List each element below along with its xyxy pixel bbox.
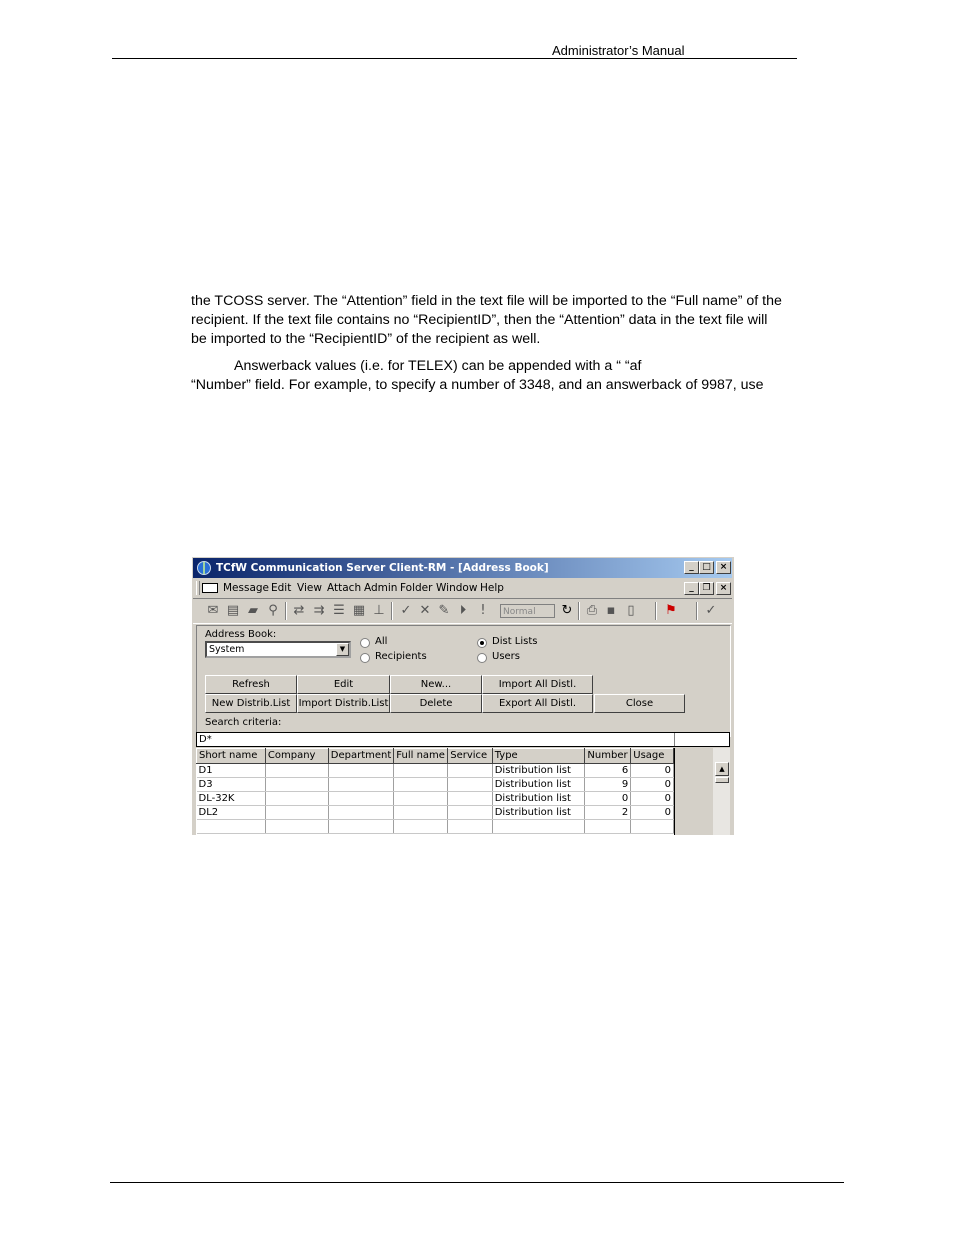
cell-empty <box>448 820 492 834</box>
cell-type: Distribution list <box>492 806 585 820</box>
list-icon[interactable]: ☰ <box>333 603 345 618</box>
close-button[interactable]: Close <box>594 694 685 713</box>
window-titlebar[interactable] <box>193 558 732 578</box>
cell-company <box>265 806 328 820</box>
menu-view[interactable]: View <box>297 582 322 594</box>
cell-short-name: DL-32K <box>197 792 266 806</box>
address-book-label: Address Book: <box>205 629 277 640</box>
toolbar-separator <box>696 602 698 620</box>
cell-service <box>448 806 492 820</box>
child-restore-icon[interactable]: ❐ <box>699 582 714 595</box>
window-title: TCfW Communication Server Client-RM - [Address Book] <box>216 562 549 574</box>
cell-company <box>265 792 328 806</box>
forward-icon[interactable]: ⇉ <box>313 603 325 618</box>
toolbar <box>193 598 732 624</box>
menu-admin[interactable]: Admin <box>364 582 398 594</box>
search-value: D* <box>199 734 212 745</box>
cell-company <box>265 778 328 792</box>
cell-empty <box>265 820 328 834</box>
column-header-service[interactable]: Service <box>448 749 492 764</box>
address-book-window <box>191 556 734 835</box>
radio-recipients[interactable] <box>360 653 370 663</box>
address-table <box>196 748 674 835</box>
radio-dist-lists[interactable] <box>477 638 487 648</box>
radio-users-label: Users <box>492 651 521 662</box>
paragraph-answerback <box>191 357 764 395</box>
search-criteria-label: Search criteria: <box>205 717 282 728</box>
menu-help[interactable]: Help <box>480 582 504 594</box>
inbox-icon[interactable]: ▤ <box>226 603 240 618</box>
open-folder-icon[interactable]: ▰ <box>248 603 258 618</box>
table-empty-area <box>674 748 712 835</box>
save-icon[interactable]: ▪ <box>606 603 616 618</box>
find-icon[interactable]: ⚲ <box>268 603 278 618</box>
radio-all-label: All <box>375 636 388 647</box>
results-table <box>196 748 674 834</box>
sign-pen-icon[interactable]: ✎ <box>438 603 450 618</box>
table-row[interactable] <box>197 820 674 834</box>
paragraph-line: recipient. If the text file contains no “RecipientID”, then the “Attention” data in the text file will <box>191 312 768 328</box>
cell-department <box>328 764 394 778</box>
cell-department <box>328 806 394 820</box>
menu-folder[interactable]: Folder <box>400 582 433 594</box>
refresh-button[interactable]: Refresh <box>205 675 297 694</box>
cell-number: 9 <box>585 778 631 792</box>
column-header-short-name[interactable]: Short name <box>197 749 266 764</box>
paragraph-line <box>191 357 764 376</box>
child-minimize-icon[interactable]: _ <box>684 582 699 595</box>
stamp-icon[interactable]: ⊥ <box>373 603 385 618</box>
radio-users[interactable] <box>477 653 487 663</box>
menu-edit[interactable]: Edit <box>271 582 292 594</box>
paragraph-line: “Number” field. For example, to specify a number of 3348, and an answerback of 9987, use <box>191 377 764 393</box>
app-globe-icon <box>197 561 211 575</box>
cell-number: 0 <box>585 792 631 806</box>
cell-department <box>328 792 394 806</box>
table-row[interactable] <box>197 778 674 792</box>
cell-number: 2 <box>585 806 631 820</box>
cell-number: 6 <box>585 764 631 778</box>
child-close-icon[interactable]: × <box>716 582 731 595</box>
approve-check-icon[interactable]: ✓ <box>400 603 412 618</box>
delete-button[interactable]: Delete <box>390 694 482 713</box>
new-button[interactable]: New... <box>390 675 482 694</box>
column-header-company[interactable]: Company <box>265 749 328 764</box>
menu-bar <box>193 579 732 597</box>
cell-type: Distribution list <box>492 764 585 778</box>
toolbar-separator <box>391 602 393 620</box>
archive-icon[interactable]: ▦ <box>352 603 366 618</box>
address-book-value: System <box>209 644 245 655</box>
page-icon[interactable]: ▯ <box>627 603 635 618</box>
paragraph-import-notes <box>191 292 782 349</box>
column-header-usage[interactable]: Usage <box>631 749 674 764</box>
import-all-button[interactable]: Import All Distl. <box>482 675 593 694</box>
cell-type: Distribution list <box>492 792 585 806</box>
paragraph-line: the TCOSS server. The “Attention” field in the text file will be imported to the “Full name” of the <box>191 293 782 309</box>
spell-check-icon[interactable]: ✓ <box>705 603 717 618</box>
new-distrib-list-button[interactable]: New Distrib.List <box>205 694 297 713</box>
cell-usage: 0 <box>631 778 674 792</box>
chevron-down-icon[interactable]: ▼ <box>336 643 349 656</box>
cell-short-name: DL2 <box>197 806 266 820</box>
cell-full-name <box>394 764 448 778</box>
cell-full-name <box>394 792 448 806</box>
cell-short-name: D1 <box>197 764 266 778</box>
radio-recipients-label: Recipients <box>375 651 427 662</box>
cell-empty <box>585 820 631 834</box>
scroll-up-icon[interactable]: ▲ <box>715 762 729 776</box>
column-header-full-name[interactable]: Full name <box>394 749 448 764</box>
menu-attach[interactable]: Attach <box>327 582 362 594</box>
scroll-thumb[interactable] <box>715 777 729 783</box>
export-all-button[interactable]: Export All Distl. <box>482 694 593 713</box>
column-header-number[interactable]: Number <box>585 749 631 764</box>
minimize-icon[interactable]: _ <box>684 561 699 574</box>
paragraph-text: Answerback values (i.e. for TELEX) can be appended with a “ “af <box>234 358 642 374</box>
radio-dist-lists-label: Dist Lists <box>492 636 538 647</box>
priority-select[interactable]: Normal <box>500 604 555 618</box>
priority-exclamation-icon[interactable]: ! <box>480 603 486 618</box>
send-next-icon[interactable]: ⏵ <box>459 603 467 618</box>
menu-window[interactable]: Window <box>436 582 478 594</box>
search-input[interactable] <box>196 732 730 747</box>
cell-empty <box>394 820 448 834</box>
cell-company <box>265 764 328 778</box>
footer-rule <box>110 1182 844 1183</box>
refresh-icon[interactable]: ↻ <box>561 603 573 618</box>
radio-all[interactable] <box>360 638 370 648</box>
cell-usage: 0 <box>631 806 674 820</box>
close-icon[interactable]: × <box>716 561 731 574</box>
address-book-select[interactable] <box>205 641 351 658</box>
cell-service <box>448 764 492 778</box>
cell-service <box>448 778 492 792</box>
cell-usage: 0 <box>631 764 674 778</box>
cell-department <box>328 778 394 792</box>
cell-type: Distribution list <box>492 778 585 792</box>
table-row[interactable] <box>197 792 674 806</box>
maximize-icon[interactable]: □ <box>699 561 714 574</box>
table-row[interactable] <box>197 806 674 820</box>
vertical-scrollbar[interactable] <box>713 748 730 835</box>
table-row[interactable] <box>197 764 674 778</box>
cell-empty <box>328 820 394 834</box>
table-header-row <box>197 749 674 764</box>
flag-icon[interactable]: ⚑ <box>665 603 677 618</box>
toolbar-separator <box>578 602 580 620</box>
cell-service <box>448 792 492 806</box>
toolbar-separator <box>285 602 287 620</box>
reply-icon[interactable]: ⇄ <box>293 603 305 618</box>
cell-empty <box>492 820 585 834</box>
new-message-icon[interactable]: ✉ <box>207 603 219 618</box>
cell-usage: 0 <box>631 792 674 806</box>
print-icon[interactable]: ⎙ <box>586 603 598 618</box>
running-header-title: Administrator’s Manual <box>552 43 685 58</box>
paragraph-line: be imported to the “RecipientID” of the recipient as well. <box>191 331 541 347</box>
edit-button[interactable]: Edit <box>297 675 390 694</box>
cell-empty <box>631 820 674 834</box>
cell-full-name <box>394 806 448 820</box>
toolbar-separator <box>655 602 657 620</box>
reject-x-icon[interactable]: ✕ <box>419 603 431 618</box>
cell-short-name: D3 <box>197 778 266 792</box>
document-icon[interactable] <box>202 583 218 593</box>
search-divider <box>674 733 675 746</box>
cell-full-name <box>394 778 448 792</box>
column-header-department[interactable]: Department <box>328 749 394 764</box>
column-header-type[interactable]: Type <box>492 749 585 764</box>
import-distrib-list-button[interactable]: Import Distrib.List <box>297 694 390 713</box>
cell-empty <box>197 820 266 834</box>
menu-grip <box>196 581 200 595</box>
header-rule <box>112 58 797 59</box>
menu-message[interactable]: Message <box>223 582 270 594</box>
